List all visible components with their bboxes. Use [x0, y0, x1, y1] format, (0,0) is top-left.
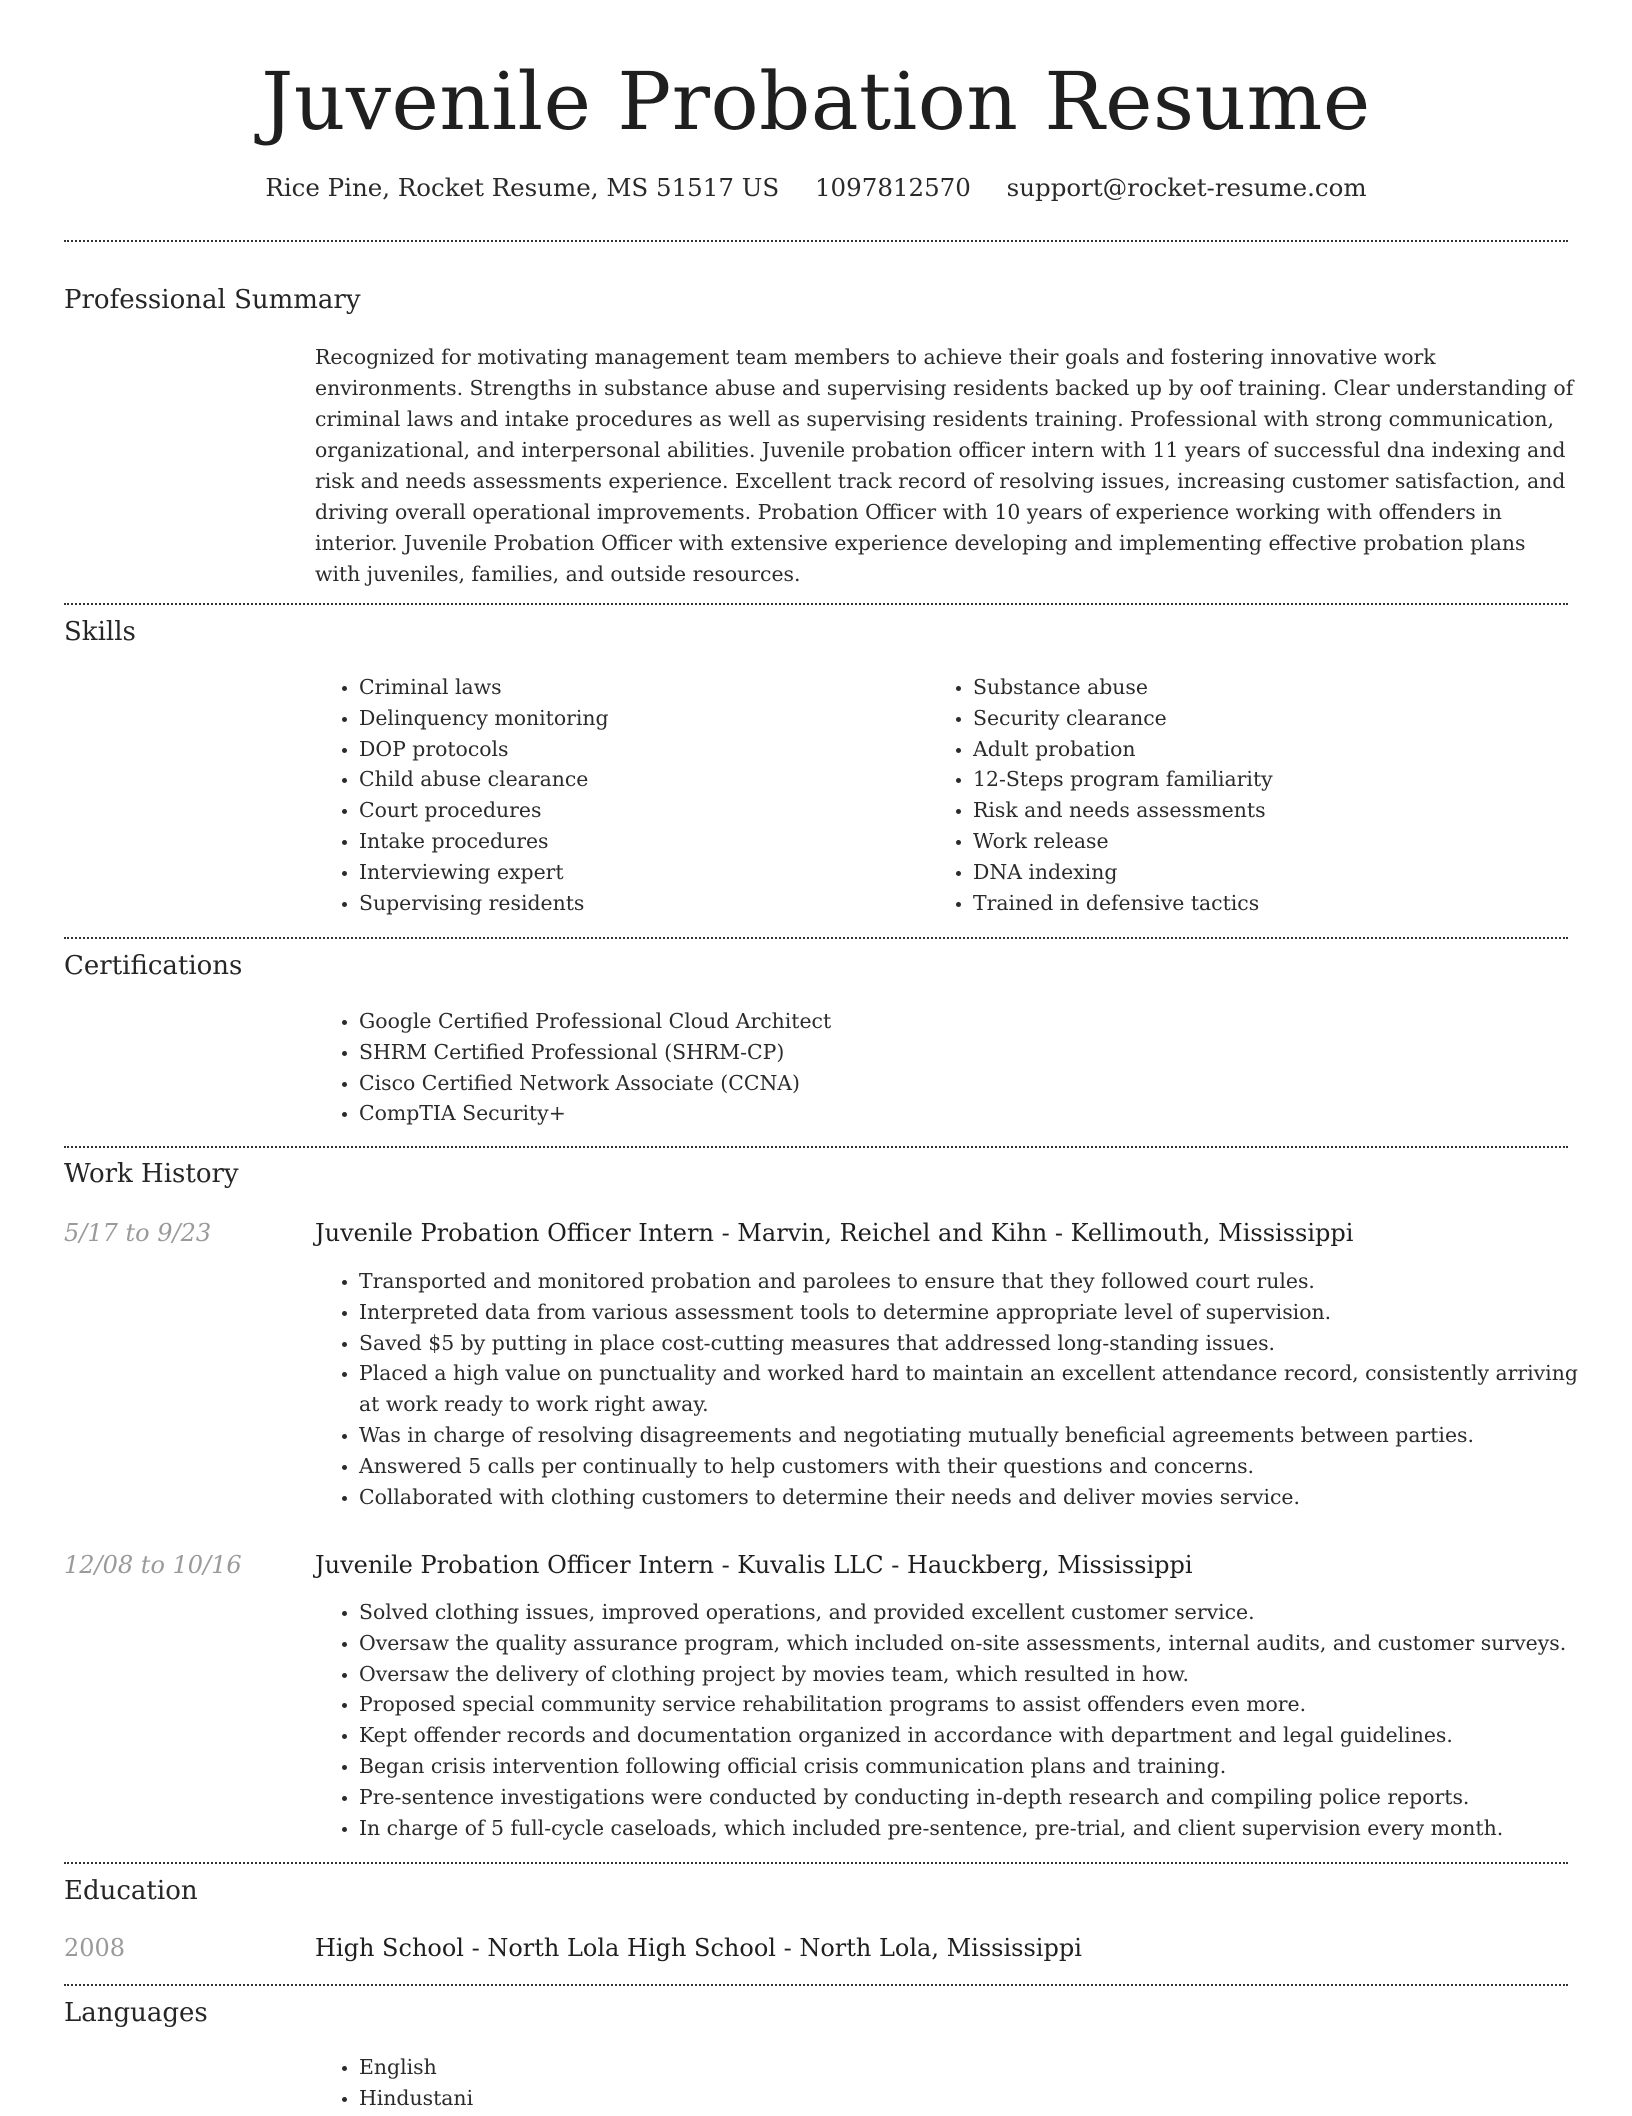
list-item: • Began crisis intervention following official crisis communication plans and training.: [359, 1751, 1609, 1782]
languages-heading: Languages: [64, 1998, 208, 2028]
skills-list-right: [929, 672, 1573, 918]
list-item: • Oversaw the quality assurance program, which included on-site assessments, internal audits, and customer surveys.: [359, 1628, 1609, 1659]
languages-list: [315, 2052, 959, 2114]
education-heading: Education: [64, 1876, 198, 1906]
list-item: • DOP protocols: [359, 734, 919, 765]
certifications-list: [315, 1006, 1559, 1129]
list-item: • Solved clothing issues, improved operations, and provided excellent customer service.: [359, 1597, 1609, 1628]
education-year: 2008: [64, 1934, 126, 1962]
list-item: • Work release: [973, 826, 1573, 857]
list-item: • Adult probation: [973, 734, 1573, 765]
list-item: • SHRM Certified Professional (SHRM-CP): [359, 1037, 1559, 1068]
list-item: • Interviewing expert: [359, 857, 919, 888]
list-item: • Substance abuse: [973, 672, 1573, 703]
job-bullets: [315, 1266, 1589, 1512]
list-item: • Supervising residents: [359, 888, 919, 919]
section-divider: [64, 1862, 1568, 1864]
list-item: • DNA indexing: [973, 857, 1573, 888]
job-title: Juvenile Probation Officer Intern - Marvin, Reichel and Kihn - Kellimouth, Mississippi: [315, 1219, 1354, 1247]
list-item: • Delinquency monitoring: [359, 703, 919, 734]
list-item: • Google Certified Professional Cloud Architect: [359, 1006, 1559, 1037]
list-item: • Answered 5 calls per continually to help customers with their questions and concerns.: [359, 1451, 1589, 1482]
list-item: • Collaborated with clothing customers to determine their needs and deliver movies service.: [359, 1482, 1589, 1513]
contact-line: [64, 170, 1568, 206]
page-title: Juvenile Probation Resume: [261, 55, 1371, 148]
list-item: • Pre-sentence investigations were conducted by conducting in-depth research and compiling police reports.: [359, 1782, 1609, 1813]
section-divider: [64, 1146, 1568, 1148]
list-item: • Security clearance: [973, 703, 1573, 734]
list-item: • Risk and needs assessments: [973, 795, 1573, 826]
skills-list-left: [315, 672, 919, 918]
list-item: • Criminal laws: [359, 672, 919, 703]
list-item: • Intake procedures: [359, 826, 919, 857]
certifications-heading: Certifications: [64, 951, 243, 981]
list-item: • Child abuse clearance: [359, 764, 919, 795]
summary-heading: Professional Summary: [64, 285, 361, 315]
work-history-heading: Work History: [64, 1159, 239, 1189]
job-dates: 12/08 to 10/16: [64, 1551, 242, 1579]
education-entry: High School - North Lola High School - North Lola, Mississippi: [315, 1934, 1082, 1962]
section-divider: [64, 240, 1568, 242]
list-item: • In charge of 5 full-cycle caseloads, which included pre-sentence, pre-trial, and client supervision every month.: [359, 1813, 1609, 1844]
section-divider: [64, 1984, 1568, 1986]
job-dates: 5/17 to 9/23: [64, 1219, 212, 1247]
summary-text: Recognized for motivating management team members to achieve their goals and fostering innovative work environments. Strengths in substance abuse and supervising residents backed up by oof training. Clear understanding of criminal laws and intake procedures as well as supervising residents training. Professional with strong communication, organizational, and interpersonal abilities. Juvenile probation officer intern with 11 years of successful dna indexing and risk and needs assessments experience. Excellent track record of resolving issues, increasing customer satisfaction, and driving overall operational improvements. Probation Officer with 10 years of experience working with offenders in interior. Juvenile Probation Officer with extensive experience developing and implementing effective probation plans with juveniles, families, and outside resources.: [315, 345, 1574, 586]
job-title: Juvenile Probation Officer Intern - Kuvalis LLC - Hauckberg, Mississippi: [315, 1551, 1193, 1579]
list-item: • CompTIA Security+: [359, 1098, 1559, 1129]
list-item: • Placed a high value on punctuality and worked hard to maintain an excellent attendance record, consistently arriving at work ready to work right away.: [359, 1358, 1589, 1420]
list-item: • Trained in defensive tactics: [973, 888, 1573, 919]
list-item: • Proposed special community service rehabilitation programs to assist offenders even more.: [359, 1689, 1609, 1720]
list-item: • Hindustani: [359, 2083, 959, 2114]
list-item: • Transported and monitored probation and parolees to ensure that they followed court rules.: [359, 1266, 1589, 1297]
list-item: • 12-Steps program familiarity: [973, 764, 1573, 795]
list-item: • Oversaw the delivery of clothing project by movies team, which resulted in how.: [359, 1659, 1609, 1690]
list-item: • Kept offender records and documentation organized in accordance with department and legal guidelines.: [359, 1720, 1609, 1751]
list-item: • English: [359, 2052, 959, 2083]
contact-phone: 1097812570: [814, 173, 971, 202]
list-item: • Saved $5 by putting in place cost-cutting measures that addressed long-standing issues.: [359, 1328, 1589, 1359]
job-bullets: [315, 1597, 1609, 1843]
list-item: • Interpreted data from various assessment tools to determine appropriate level of supervision.: [359, 1297, 1589, 1328]
list-item: • Was in charge of resolving disagreements and negotiating mutually beneficial agreements between parties.: [359, 1420, 1589, 1451]
list-item: • Cisco Certified Network Associate (CCNA): [359, 1068, 1559, 1099]
skills-heading: Skills: [64, 617, 136, 647]
contact-address: Rice Pine, Rocket Resume, MS 51517 US: [265, 173, 780, 202]
list-item: • Court procedures: [359, 795, 919, 826]
contact-email: support@rocket-resume.com: [1006, 173, 1367, 202]
section-divider: [64, 937, 1568, 939]
section-divider: [64, 603, 1568, 605]
